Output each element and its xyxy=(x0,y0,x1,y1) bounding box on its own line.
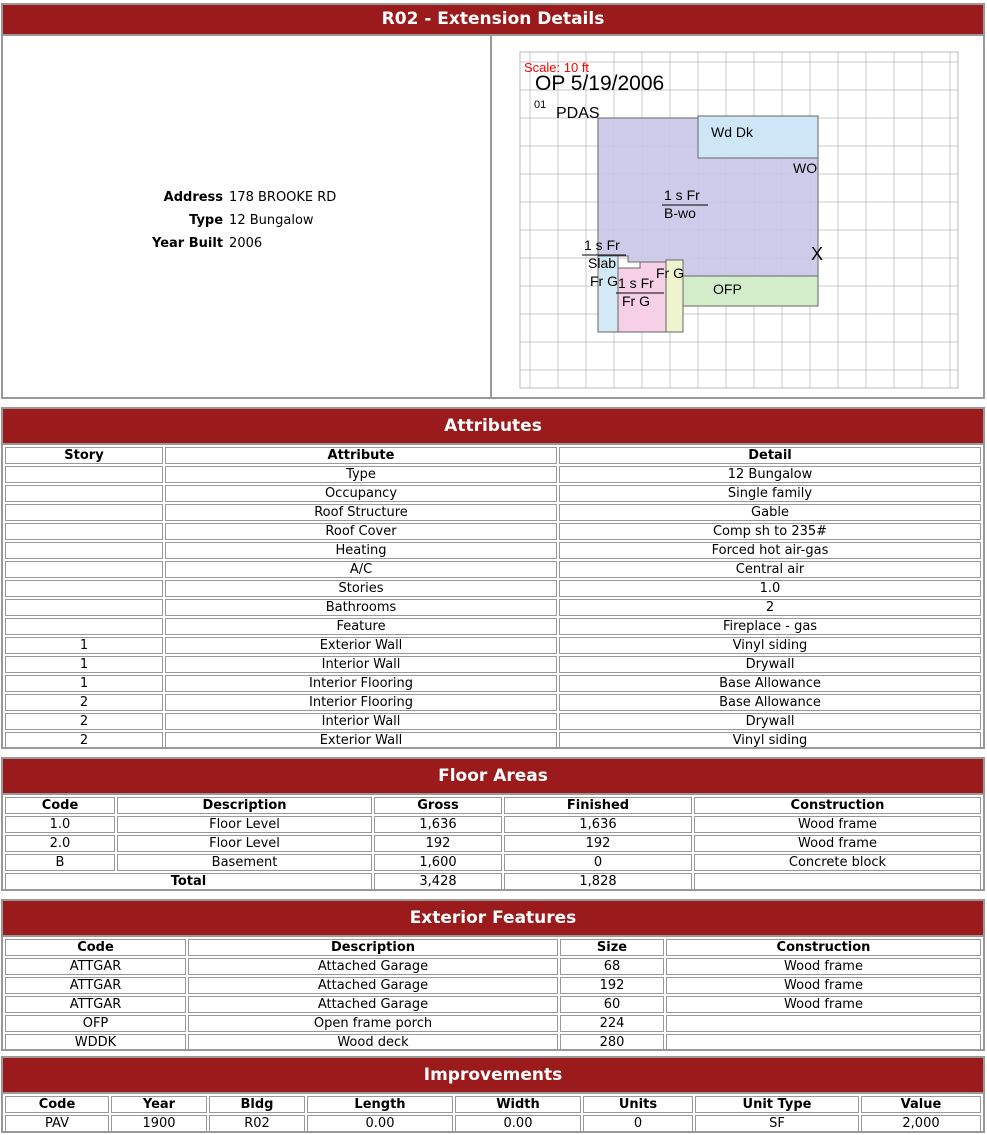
sketch-fr-g-right: Fr G xyxy=(656,265,684,281)
attributes-row xyxy=(5,599,981,616)
attributes-cell: Feature xyxy=(165,618,557,635)
improvements-header-cell: Units xyxy=(583,1096,693,1113)
exterior-features-cell: 60 xyxy=(560,996,664,1013)
floor-areas-cell: Concrete block xyxy=(694,854,981,871)
improvements-header-row xyxy=(5,1096,981,1113)
attributes-cell: Interior Flooring xyxy=(165,694,557,711)
exterior-features-header-cell: Code xyxy=(5,939,186,956)
floor-areas-row xyxy=(5,816,981,833)
floor-areas-row xyxy=(5,854,981,871)
exterior-features-cell: 68 xyxy=(560,958,664,975)
address-value: 178 BROOKE RD xyxy=(229,190,337,205)
exterior-features-cell: OFP xyxy=(5,1015,186,1032)
attributes-cell: Comp sh to 235# xyxy=(559,523,981,540)
attributes-cell xyxy=(5,618,163,635)
attributes-cell: 2 xyxy=(5,694,163,711)
improvements-cell: 1900 xyxy=(111,1115,207,1132)
improvements-header-cell: Unit Type xyxy=(695,1096,859,1113)
floor-areas-cell: Floor Level xyxy=(117,835,372,852)
floor-areas-cell: Wood frame xyxy=(694,835,981,852)
attributes-cell: Vinyl siding xyxy=(559,732,981,749)
attributes-cell: A/C xyxy=(165,561,557,578)
exterior-features-title: Exterior Features xyxy=(3,901,983,937)
sketch-code-01: 01 xyxy=(534,99,547,111)
extension-info-table xyxy=(149,186,339,255)
floor-areas-cell: 2.0 xyxy=(5,835,115,852)
floor-areas-header-cell: Code xyxy=(5,797,115,814)
sketch-wd-dk: Wd Dk xyxy=(711,124,753,140)
attributes-title: Attributes xyxy=(3,409,983,445)
floor-areas-header-cell: Gross xyxy=(374,797,502,814)
attributes-cell: Stories xyxy=(165,580,557,597)
floor-areas-cell: 192 xyxy=(504,835,692,852)
sketch-fr-g-left: Fr G xyxy=(590,273,618,289)
floor-areas-header-cell: Description xyxy=(117,797,372,814)
exterior-features-cell: Attached Garage xyxy=(188,958,558,975)
type-value: 12 Bungalow xyxy=(229,213,314,228)
floor-areas-cell: 1,636 xyxy=(504,816,692,833)
sketch-x-mark: X xyxy=(811,244,824,264)
improvements-row xyxy=(5,1115,981,1132)
attributes-cell: 1 xyxy=(5,656,163,673)
sketch-main-top: 1 s Fr xyxy=(664,187,700,203)
improvements-cell: SF xyxy=(695,1115,859,1132)
sketch-garage-bottom: Fr G xyxy=(622,293,650,309)
attributes-cell: Interior Wall xyxy=(165,713,557,730)
attributes-cell xyxy=(5,561,163,578)
sketch-ofp: OFP xyxy=(713,281,742,297)
sketch-wo: WO xyxy=(793,160,818,176)
attributes-section xyxy=(1,407,985,749)
improvements-cell: 2,000 xyxy=(861,1115,981,1132)
attributes-cell xyxy=(5,599,163,616)
type-label: Type xyxy=(189,213,224,228)
attributes-row xyxy=(5,732,981,749)
improvements-title: Improvements xyxy=(3,1058,983,1094)
floor-areas-cell: 0 xyxy=(504,854,692,871)
exterior-features-cell: Wood frame xyxy=(666,958,981,975)
attributes-cell: 2 xyxy=(5,713,163,730)
year-built-label: Year Built xyxy=(152,236,224,251)
attributes-cell xyxy=(5,485,163,502)
improvements-cell: 0 xyxy=(583,1115,693,1132)
exterior-features-cell: Open frame porch xyxy=(188,1015,558,1032)
attributes-row xyxy=(5,637,981,654)
floor-areas-cell: Wood frame xyxy=(694,816,981,833)
exterior-features-row xyxy=(5,958,981,975)
floor-areas-section xyxy=(1,757,985,891)
attributes-row xyxy=(5,675,981,692)
attributes-row xyxy=(5,580,981,597)
attributes-cell: Exterior Wall xyxy=(165,637,557,654)
exterior-features-cell: Attached Garage xyxy=(188,977,558,994)
sketch-pdas: PDAS xyxy=(556,105,600,122)
improvements-cell: 0.00 xyxy=(455,1115,581,1132)
attributes-cell: Base Allowance xyxy=(559,694,981,711)
sketch-slab-bottom: Slab xyxy=(588,255,617,271)
attributes-row xyxy=(5,542,981,559)
attributes-row xyxy=(5,485,981,502)
exterior-features-header-cell: Size xyxy=(560,939,664,956)
attributes-cell: 1 xyxy=(5,675,163,692)
floor-areas-total-row xyxy=(5,873,981,890)
exterior-features-header-cell: Construction xyxy=(666,939,981,956)
extension-info-panel xyxy=(3,36,492,397)
sketch-main-bottom: B-wo xyxy=(664,205,696,221)
exterior-features-cell: Wood frame xyxy=(666,977,981,994)
exterior-features-cell: ATTGAR xyxy=(5,996,186,1013)
attributes-cell: 2 xyxy=(5,732,163,749)
exterior-features-cell: Attached Garage xyxy=(188,996,558,1013)
sketch-garage-top: 1 s Fr xyxy=(618,275,654,291)
floor-areas-cell: 1.0 xyxy=(5,816,115,833)
attributes-cell xyxy=(5,580,163,597)
attributes-cell: Drywall xyxy=(559,713,981,730)
exterior-features-cell: WDDK xyxy=(5,1034,186,1051)
floor-areas-header-cell: Finished xyxy=(504,797,692,814)
floor-areas-title: Floor Areas xyxy=(3,759,983,795)
attributes-row xyxy=(5,523,981,540)
attributes-cell: Vinyl siding xyxy=(559,637,981,654)
attributes-cell: Fireplace - gas xyxy=(559,618,981,635)
attributes-table xyxy=(3,445,983,751)
address-label: Address xyxy=(163,190,224,205)
attributes-header-cell: Attribute xyxy=(165,447,557,464)
attributes-cell: Exterior Wall xyxy=(165,732,557,749)
exterior-features-header-cell: Description xyxy=(188,939,558,956)
exterior-features-cell: Wood frame xyxy=(666,996,981,1013)
building-sketch xyxy=(518,50,960,390)
exterior-features-cell: 280 xyxy=(560,1034,664,1051)
attributes-cell: Heating xyxy=(165,542,557,559)
improvements-cell: 0.00 xyxy=(307,1115,453,1132)
sketch-panel xyxy=(494,36,983,397)
attributes-cell: 1 xyxy=(5,637,163,654)
attributes-row xyxy=(5,466,981,483)
improvements-header-cell: Code xyxy=(5,1096,109,1113)
floor-areas-cell: B xyxy=(5,854,115,871)
attributes-cell: Base Allowance xyxy=(559,675,981,692)
extension-details-section xyxy=(1,3,985,399)
attributes-cell xyxy=(5,466,163,483)
floor-total-construction xyxy=(694,873,981,890)
exterior-features-header-row xyxy=(5,939,981,956)
attributes-row xyxy=(5,713,981,730)
improvements-cell: R02 xyxy=(209,1115,305,1132)
improvements-header-cell: Value xyxy=(861,1096,981,1113)
floor-areas-cell: 1,600 xyxy=(374,854,502,871)
floor-total-finished: 1,828 xyxy=(504,873,692,890)
sketch-op-date: OP 5/19/2006 xyxy=(535,72,665,95)
floor-areas-row xyxy=(5,835,981,852)
attributes-cell: Central air xyxy=(559,561,981,578)
attributes-cell: 2 xyxy=(559,599,981,616)
exterior-features-cell: ATTGAR xyxy=(5,977,186,994)
attributes-cell: 1.0 xyxy=(559,580,981,597)
exterior-features-row xyxy=(5,977,981,994)
floor-areas-cell: 1,636 xyxy=(374,816,502,833)
exterior-features-cell xyxy=(666,1034,981,1051)
floor-areas-cell: Basement xyxy=(117,854,372,871)
improvements-header-cell: Year xyxy=(111,1096,207,1113)
exterior-features-cell xyxy=(666,1015,981,1032)
attributes-row xyxy=(5,561,981,578)
attributes-row xyxy=(5,656,981,673)
year-built-value: 2006 xyxy=(229,236,263,251)
floor-total-gross: 3,428 xyxy=(374,873,502,890)
improvements-table xyxy=(3,1094,983,1134)
attributes-row xyxy=(5,694,981,711)
floor-areas-header-row xyxy=(5,797,981,814)
attributes-cell: Bathrooms xyxy=(165,599,557,616)
attributes-cell: Interior Flooring xyxy=(165,675,557,692)
exterior-features-cell: 192 xyxy=(560,977,664,994)
attributes-cell: Gable xyxy=(559,504,981,521)
attributes-cell xyxy=(5,542,163,559)
exterior-features-row xyxy=(5,1015,981,1032)
attributes-cell: Single family xyxy=(559,485,981,502)
improvements-cell: PAV xyxy=(5,1115,109,1132)
exterior-features-cell: Wood deck xyxy=(188,1034,558,1051)
attributes-cell: 12 Bungalow xyxy=(559,466,981,483)
attributes-row xyxy=(5,504,981,521)
exterior-features-table xyxy=(3,937,983,1053)
attributes-cell xyxy=(5,523,163,540)
attributes-cell: Forced hot air-gas xyxy=(559,542,981,559)
attributes-cell xyxy=(5,504,163,521)
sketch-slab-top: 1 s Fr xyxy=(584,237,620,253)
attributes-header-row xyxy=(5,447,981,464)
floor-areas-cell: 192 xyxy=(374,835,502,852)
exterior-features-cell: ATTGAR xyxy=(5,958,186,975)
attributes-cell: Type xyxy=(165,466,557,483)
attributes-header-cell: Detail xyxy=(559,447,981,464)
sketch-scale-label: Scale: 10 ft xyxy=(524,60,590,75)
attributes-header-cell: Story xyxy=(5,447,163,464)
attributes-cell: Interior Wall xyxy=(165,656,557,673)
improvements-header-cell: Length xyxy=(307,1096,453,1113)
exterior-features-section xyxy=(1,899,985,1051)
exterior-features-cell: 224 xyxy=(560,1015,664,1032)
attributes-row xyxy=(5,618,981,635)
improvements-header-cell: Width xyxy=(455,1096,581,1113)
floor-total-label: Total xyxy=(5,873,372,890)
improvements-section xyxy=(1,1056,985,1133)
exterior-features-row xyxy=(5,996,981,1013)
attributes-cell: Drywall xyxy=(559,656,981,673)
floor-areas-table xyxy=(3,795,983,892)
improvements-header-cell: Bldg xyxy=(209,1096,305,1113)
exterior-features-row xyxy=(5,1034,981,1051)
floor-areas-cell: Floor Level xyxy=(117,816,372,833)
attributes-cell: Occupancy xyxy=(165,485,557,502)
floor-areas-header-cell: Construction xyxy=(694,797,981,814)
attributes-cell: Roof Cover xyxy=(165,523,557,540)
open-frame-porch-shape xyxy=(668,276,818,306)
extension-details-title: R02 - Extension Details xyxy=(3,5,983,36)
attributes-cell: Roof Structure xyxy=(165,504,557,521)
